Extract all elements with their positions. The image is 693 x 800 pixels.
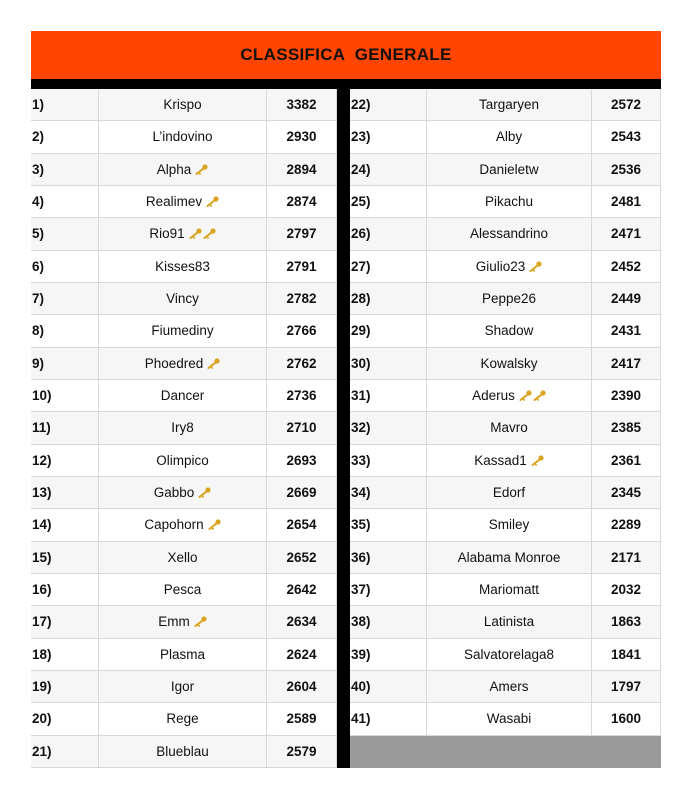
key-badges: [189, 228, 216, 239]
score-cell: 2874: [267, 186, 337, 217]
score-cell: 1600: [592, 703, 661, 734]
score-cell: 2797: [267, 218, 337, 249]
score-cell: 1863: [592, 606, 661, 637]
table-row: [31, 186, 337, 218]
player-name-cell: [427, 283, 592, 314]
rank-cell: 14): [31, 509, 99, 540]
title-banner: [31, 31, 661, 79]
rank-cell: 40): [350, 671, 427, 702]
player-name: Giulio23: [475, 258, 526, 274]
rank-cell: 41): [350, 703, 427, 734]
table-row: [350, 218, 661, 250]
player-name: Olimpico: [156, 452, 209, 468]
player-name-cell: [427, 639, 592, 670]
rank-cell: 15): [31, 542, 99, 573]
table-row: [350, 154, 661, 186]
table-row: [31, 348, 337, 380]
key-icon: [529, 261, 542, 272]
player-name: Iry8: [171, 420, 194, 436]
score-cell: 2572: [592, 89, 661, 120]
table-row: [31, 509, 337, 541]
player-name-cell: [99, 251, 267, 282]
score-cell: 2417: [592, 348, 661, 379]
player-name: Emm: [158, 614, 190, 630]
score-cell: 2642: [267, 574, 337, 605]
player-name-cell: [427, 218, 592, 249]
score-cell: 2791: [267, 251, 337, 282]
rank-cell: 26): [350, 218, 427, 249]
score-cell: 2762: [267, 348, 337, 379]
score-cell: 2693: [267, 445, 337, 476]
rank-cell: 33): [350, 445, 427, 476]
table-row: [350, 671, 661, 703]
score-cell: 2289: [592, 509, 661, 540]
table-row: [350, 639, 661, 671]
empty-filler-cell: [350, 736, 661, 768]
score-cell: 2032: [592, 574, 661, 605]
score-cell: 2579: [267, 736, 337, 767]
table-row: [350, 315, 661, 347]
table-row: [31, 574, 337, 606]
rank-cell: 10): [31, 380, 99, 411]
table-row: [350, 348, 661, 380]
rank-cell: 28): [350, 283, 427, 314]
player-name: Rio91: [149, 226, 185, 242]
key-icon: [198, 487, 211, 498]
player-name-cell: [427, 574, 592, 605]
rank-cell: 18): [31, 639, 99, 670]
score-cell: 2930: [267, 121, 337, 152]
key-icon: [519, 390, 532, 401]
player-name: Kassad1: [474, 452, 527, 468]
table-row: [350, 380, 661, 412]
player-name-cell: [99, 509, 267, 540]
score-cell: 2604: [267, 671, 337, 702]
table-row: [31, 445, 337, 477]
rank-cell: 1): [31, 89, 99, 120]
key-icon: [207, 358, 220, 369]
rank-cell: 6): [31, 251, 99, 282]
score-cell: 1841: [592, 639, 661, 670]
player-name: Smiley: [488, 517, 530, 533]
rank-cell: 16): [31, 574, 99, 605]
rank-cell: 3): [31, 154, 99, 185]
table-row: [31, 380, 337, 412]
score-cell: 2171: [592, 542, 661, 573]
rank-cell: 19): [31, 671, 99, 702]
player-name: Xello: [167, 549, 198, 565]
table-row: [350, 283, 661, 315]
key-icon: [189, 228, 202, 239]
player-name: Shadow: [484, 323, 534, 339]
table-row: [350, 251, 661, 283]
player-name-cell: [427, 348, 592, 379]
table-row: [31, 283, 337, 315]
score-cell: 2361: [592, 445, 661, 476]
rank-cell: 38): [350, 606, 427, 637]
player-name-cell: [99, 606, 267, 637]
score-cell: 2624: [267, 639, 337, 670]
key-badges: [208, 519, 221, 530]
table-row: [31, 218, 337, 250]
player-name: Fiumediny: [151, 323, 214, 339]
table-row: [31, 736, 337, 768]
player-name-cell: [427, 89, 592, 120]
player-name: Kowalsky: [480, 355, 538, 371]
table-row: [31, 89, 337, 121]
player-name-cell: [99, 89, 267, 120]
rank-cell: 30): [350, 348, 427, 379]
table-row: [350, 412, 661, 444]
rank-cell: 31): [350, 380, 427, 411]
player-name-cell: [427, 186, 592, 217]
table-row: [31, 639, 337, 671]
player-name-cell: [427, 445, 592, 476]
rank-cell: 24): [350, 154, 427, 185]
leaderboard-left-column: [31, 89, 337, 768]
leaderboard-right-column: [350, 89, 661, 736]
key-icon: [208, 519, 221, 530]
key-badges: [529, 261, 542, 272]
player-name: Targaryen: [478, 97, 540, 113]
rank-cell: 17): [31, 606, 99, 637]
player-name: Wasabi: [486, 711, 532, 727]
player-name-cell: [99, 154, 267, 185]
header-divider-bar: [31, 79, 661, 89]
table-row: [350, 509, 661, 541]
table-row: [350, 477, 661, 509]
rank-cell: 9): [31, 348, 99, 379]
player-name-cell: [427, 542, 592, 573]
table-row: [350, 606, 661, 638]
player-name-cell: [99, 218, 267, 249]
table-row: [350, 703, 661, 735]
player-name: Alessandrino: [469, 226, 549, 242]
player-name: Kisses83: [155, 258, 210, 274]
key-icon: [533, 390, 546, 401]
key-badges: [195, 164, 208, 175]
rank-cell: 37): [350, 574, 427, 605]
table-row: [31, 154, 337, 186]
player-name: Aderus: [472, 388, 515, 404]
player-name-cell: [99, 412, 267, 443]
key-badges: [207, 358, 220, 369]
score-cell: 2452: [592, 251, 661, 282]
player-name-cell: [99, 671, 267, 702]
rank-cell: 25): [350, 186, 427, 217]
rank-cell: 29): [350, 315, 427, 346]
player-name: Realimev: [145, 194, 203, 210]
rank-cell: 13): [31, 477, 99, 508]
key-badges: [531, 455, 544, 466]
player-name-cell: [99, 736, 267, 767]
key-badges: [519, 390, 546, 401]
player-name-cell: [427, 251, 592, 282]
rank-cell: 20): [31, 703, 99, 734]
key-icon: [206, 196, 219, 207]
score-cell: 2589: [267, 703, 337, 734]
player-name-cell: [427, 606, 592, 637]
player-name-cell: [99, 380, 267, 411]
player-name-cell: [99, 703, 267, 734]
player-name-cell: [427, 121, 592, 152]
score-cell: 2652: [267, 542, 337, 573]
key-icon: [531, 455, 544, 466]
score-cell: 2449: [592, 283, 661, 314]
rank-cell: 12): [31, 445, 99, 476]
player-name: L’indovino: [152, 129, 213, 145]
player-name: Plasma: [159, 646, 205, 662]
player-name-cell: [427, 412, 592, 443]
score-cell: 1797: [592, 671, 661, 702]
table-row: [350, 542, 661, 574]
player-name: Pikachu: [484, 194, 534, 210]
player-name-cell: [99, 348, 267, 379]
table-row: [31, 251, 337, 283]
column-divider: [337, 89, 350, 768]
score-cell: 3382: [267, 89, 337, 120]
table-row: [350, 121, 661, 153]
score-cell: 2543: [592, 121, 661, 152]
table-row: [31, 412, 337, 444]
player-name-cell: [99, 639, 267, 670]
player-name: Mavro: [490, 420, 528, 436]
player-name: Capohorn: [144, 517, 204, 533]
rank-cell: 23): [350, 121, 427, 152]
key-icon: [203, 228, 216, 239]
rank-cell: 27): [350, 251, 427, 282]
player-name-cell: [99, 121, 267, 152]
score-cell: 2736: [267, 380, 337, 411]
player-name-cell: [99, 315, 267, 346]
player-name: Danieletw: [479, 161, 539, 177]
player-name-cell: [427, 509, 592, 540]
rank-cell: 32): [350, 412, 427, 443]
table-row: [31, 542, 337, 574]
key-icon: [194, 616, 207, 627]
rank-cell: 11): [31, 412, 99, 443]
player-name: Latinista: [483, 614, 535, 630]
page-title: CLASSIFICA GENERALE: [240, 45, 452, 64]
score-cell: 2669: [267, 477, 337, 508]
player-name: Edorf: [492, 485, 526, 501]
key-icon: [195, 164, 208, 175]
score-cell: 2390: [592, 380, 661, 411]
player-name-cell: [427, 154, 592, 185]
player-name-cell: [99, 445, 267, 476]
player-name-cell: [99, 542, 267, 573]
player-name: Amers: [489, 679, 529, 695]
player-name: Alby: [495, 129, 523, 145]
rank-cell: 36): [350, 542, 427, 573]
player-name: Pesca: [163, 582, 202, 598]
score-cell: 2431: [592, 315, 661, 346]
rank-cell: 5): [31, 218, 99, 249]
player-name-cell: [427, 671, 592, 702]
score-cell: 2385: [592, 412, 661, 443]
rank-cell: 7): [31, 283, 99, 314]
table-row: [31, 121, 337, 153]
player-name-cell: [99, 283, 267, 314]
rank-cell: 22): [350, 89, 427, 120]
player-name: Vincy: [166, 291, 199, 307]
rank-cell: 21): [31, 736, 99, 767]
table-row: [350, 186, 661, 218]
player-name: Krispo: [163, 97, 202, 113]
table-row: [31, 315, 337, 347]
key-badges: [194, 616, 207, 627]
player-name-cell: [99, 186, 267, 217]
table-row: [350, 574, 661, 606]
player-name: Dancer: [160, 388, 205, 404]
player-name: Alabama Monroe: [457, 549, 561, 565]
score-cell: 2536: [592, 154, 661, 185]
key-badges: [198, 487, 211, 498]
player-name-cell: [427, 477, 592, 508]
score-cell: 2782: [267, 283, 337, 314]
table-row: [350, 89, 661, 121]
score-cell: 2345: [592, 477, 661, 508]
table-row: [31, 703, 337, 735]
rank-cell: 8): [31, 315, 99, 346]
player-name: Salvatorelaga8: [463, 646, 555, 662]
player-name-cell: [99, 574, 267, 605]
table-row: [350, 445, 661, 477]
score-cell: 2766: [267, 315, 337, 346]
table-row: [31, 671, 337, 703]
score-cell: 2894: [267, 154, 337, 185]
player-name: Igor: [170, 679, 195, 695]
rank-cell: 2): [31, 121, 99, 152]
player-name-cell: [427, 703, 592, 734]
player-name-cell: [99, 477, 267, 508]
player-name: Peppe26: [481, 291, 537, 307]
rank-cell: 34): [350, 477, 427, 508]
rank-cell: 4): [31, 186, 99, 217]
player-name-cell: [427, 380, 592, 411]
score-cell: 2481: [592, 186, 661, 217]
player-name: Phoedred: [144, 355, 204, 371]
player-name: Mariomatt: [478, 582, 539, 598]
player-name: Rege: [166, 711, 199, 727]
rank-cell: 35): [350, 509, 427, 540]
score-cell: 2710: [267, 412, 337, 443]
player-name: Blueblau: [156, 743, 209, 759]
score-cell: 2634: [267, 606, 337, 637]
player-name-cell: [427, 315, 592, 346]
score-cell: 2471: [592, 218, 661, 249]
table-row: [31, 477, 337, 509]
table-row: [31, 606, 337, 638]
rank-cell: 39): [350, 639, 427, 670]
key-badges: [206, 196, 219, 207]
score-cell: 2654: [267, 509, 337, 540]
player-name: Gabbo: [153, 485, 195, 501]
player-name: Alpha: [156, 161, 192, 177]
